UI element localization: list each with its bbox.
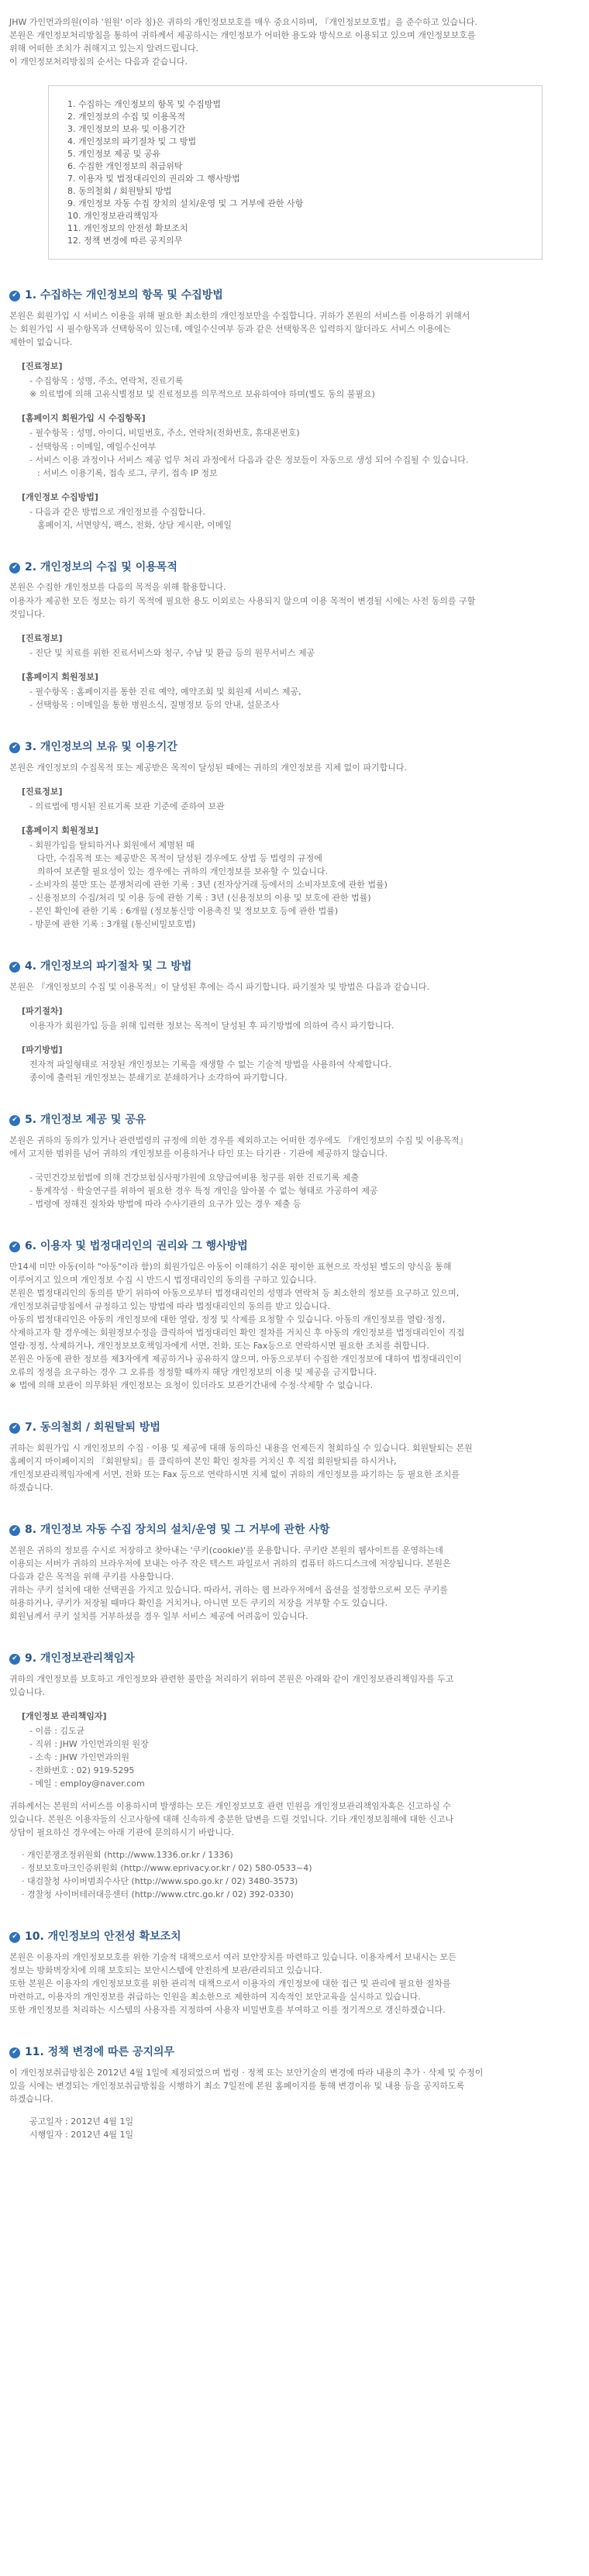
block-line: 종이에 출력된 개인정보는 분쇄기로 분쇄하거나 소각하여 파기합니다.	[29, 1072, 288, 1083]
section-body	[9, 761, 580, 774]
toc-item-12[interactable]: 12. 정책 변경에 따른 공지의무	[67, 235, 183, 246]
check-icon: ✔	[9, 2047, 20, 2058]
body-line: 귀하는 쿠키 설치에 대한 선택권을 가지고 있습니다. 따라서, 귀하는 웹 브라우저에서 옵션을 설정함으로써 모든 쿠키를	[9, 1584, 448, 1595]
block-line: 전자적 파일형태로 저장된 개인정보는 기록을 재생할 수 없는 기술적 방법을 사용하여 삭제합니다.	[29, 1059, 391, 1069]
section-8	[9, 1522, 580, 1623]
body-line: 이용자가 제공한 모든 정보는 하기 목적에 필요한 용도 이외로는 사용되지 않으며 이용 목적이 변경될 시에는 사전 동의를 구할	[9, 595, 476, 606]
body-line: 에서 고지한 범위를 넘어 귀하의 개인정보를 이용하거나 타인 또는 타기관 · 기관에 제공하지 않습니다.	[9, 1148, 388, 1159]
body-line: 마련하고, 이용자의 개인정보를 취급하는 인원을 최소한으로 제한하여 지속적인 보안교육을 실시하고 있습니다.	[9, 1992, 421, 2003]
section-body	[9, 1951, 580, 2016]
body-line: 귀하의 개인정보를 보호하고 개인정보와 관련한 불만을 처리하기 위하여 본원은 아래와 같이 개인정보관리책임자를 두고	[9, 1673, 454, 1684]
info-block	[9, 360, 580, 401]
body-line: 귀하는 회원가입 시 개인정보의 수집 · 이용 및 제공에 대해 동의하신 내용을 언제든지 철회하실 수 있습니다. 회원탈퇴는 본원	[9, 1442, 473, 1453]
body-line: 이루어지고 있으며 개인정보 수집 시 반드시 법정대리인의 동의를 구하고 있습니다.	[9, 1274, 317, 1285]
info-block	[9, 412, 580, 479]
dates-block	[9, 2115, 580, 2141]
block-title: [홈페이지 회원가입 시 수집항목]	[22, 413, 146, 424]
toc-item-9[interactable]: 9. 개인정보 자동 수집 장치의 설치/운영 및 그 거부에 관한 사항	[67, 198, 304, 208]
body-line: 본원은 아동에 관한 정보를 제3자에게 제공하거나 공유하지 않으며, 아동으로부터 수집한 개인정보에 대하여 법정대리인이	[9, 1353, 462, 1364]
body-line: 아동의 법정대리인은 아동의 개인정보에 대한 열람, 정정 및 삭제를 요청할 수 있습니다. 아동의 개인정보를 열람·정정,	[9, 1314, 446, 1324]
toc-item-6[interactable]: 6. 수집한 개인정보의 취급위탁	[67, 160, 183, 171]
block-line: - 방문에 관한 기록 : 3개월 (통신비밀보호법)	[29, 919, 196, 929]
block-line: - 수집항목 : 성명, 주소, 연락처, 진료기록	[29, 376, 184, 387]
body-line: 또한 본원은 이용자의 개인정보보호를 위한 관리적 대책으로서 이용자의 개인정보에 대한 접근 및 관리에 필요한 절차를	[9, 1978, 451, 1989]
block-title: [파기방법]	[22, 1044, 63, 1055]
block-title: [홈페이지 회원정보]	[22, 825, 98, 835]
toc-item-8[interactable]: 8. 동의철회 / 회원탈퇴 방법	[67, 185, 172, 196]
body-line: 제한이 없습니다.	[9, 337, 73, 348]
contact-item: · 대검찰청 사이버범죄수사단 (http://www.spo.go.kr / 02) 3480-3573)	[22, 1876, 298, 1887]
section-body	[9, 1134, 580, 1160]
body-line: 본원은 법정대리인의 동의를 받기 위하여 아동으로부터 법정대리인의 성명과 연락처 등 최소한의 정보를 요구하고 있으며,	[9, 1287, 460, 1298]
body-line: 개인정보관리책임자에게 서면, 전화 또는 Fax 등으로 연락하시면 지체 없이 귀하의 개인정보를 파기하는 등 필요한 조치를	[9, 1469, 460, 1479]
section-title: 4. 개인정보의 파기절차 및 그 방법	[25, 960, 192, 973]
section-5	[9, 1112, 580, 1211]
section-10	[9, 1929, 580, 2016]
body-line: 있습니다. 본원은 이용자들의 신고사항에 대해 신속하게 충분한 답변을 드릴 것입니다. 기타 개인정보침해에 대한 신고나	[9, 1814, 454, 1825]
block-line: - 선택항목 : 이메일, 예일수신여부	[29, 441, 157, 452]
body-line: 이 개인정보취급방침은 2012년 4월 1일에 제정되었으며 법령 · 정책 또는 보안기술의 변경에 따라 내용의 추가 · 삭제 및 수정이	[9, 2067, 484, 2078]
block-line: - 통계작성 · 학술연구를 위하여 필요한 경우 특정 개인을 알아볼 수 없는 형태로 가공하여 제공	[29, 1185, 378, 1196]
manager-email: - 메일 : employ@naver.com	[29, 1778, 145, 1789]
block-title: [진료정보]	[22, 632, 63, 643]
manager-name: - 이름 : 김도균	[29, 1725, 85, 1736]
check-icon: ✔	[9, 1654, 20, 1665]
toc-item-7[interactable]: 7. 이용자 및 법정대리인의 권리와 그 행사방법	[67, 173, 240, 184]
body-line: 본원은 수집한 개인정보를 다음의 목적을 위해 활용합니다.	[9, 582, 226, 593]
section-heading	[9, 739, 580, 756]
block-line: - 본인 확인에 관한 기록 : 6개월 (정보통신망 이용촉진 및 정보보호 등에 관한 법률)	[29, 905, 339, 916]
section-body	[9, 1672, 580, 1699]
body-line: 허용하거나, 쿠키가 저장될 때마다 확인을 거치거나, 아니면 모든 쿠키의 저장을 거부할 수도 있습니다.	[9, 1597, 388, 1608]
info-block	[9, 632, 580, 659]
block-title: [파기절차]	[22, 1005, 63, 1016]
body-line: 하겠습니다.	[9, 1482, 53, 1493]
body-line: 있을 시에는 변경되는 개인정보취급방침을 시행하기 최소 7일전에 본원 홈페이지를 통해 변경이유 및 내용 등을 공지하도록	[9, 2080, 465, 2091]
section-body	[9, 309, 580, 349]
body-line: 또한 개인정보를 처리하는 시스템의 사용자를 지정하여 사용자 비밀번호를 부여하고 이를 정기적으로 갱신하겠습니다.	[9, 2005, 446, 2016]
body-line: 본원은 귀하의 동의가 있거나 관련법령의 규정에 의한 경우를 제외하고는 어떠한 경우에도 『개인정보의 수집 및 이용목적』	[9, 1135, 468, 1145]
block-title: [진료정보]	[22, 786, 63, 797]
section-title: 7. 동의철회 / 회원탈퇴 방법	[25, 1421, 160, 1434]
block-line: - 국민건강보험법에 의해 건강보험심사평가원에 요양급여비용 청구를 위한 진료기록 제출	[29, 1172, 360, 1183]
section-body	[9, 2066, 580, 2106]
body-line: 본원은 이용자의 개인정보보호를 위한 기술적 대책으로서 여러 보안장치를 마련하고 있습니다. 이용자께서 보내시는 모든	[9, 1952, 456, 1963]
body-line: 만14세 미만 아동(이하 "아동"이라 함)의 회원가입은 아동이 이해하기 쉬운 평이한 표현으로 작성된 별도의 양식을 통해	[9, 1261, 452, 1272]
check-icon: ✔	[9, 1932, 20, 1943]
block-line: 의하여 보존할 필요성이 있는 경우에는 귀하의 개인정보를 보유할 수 있습니다.	[37, 866, 328, 876]
toc-item-5[interactable]: 5. 개인정보 제공 및 공유	[67, 148, 161, 159]
block-line: 다만, 수집목적 또는 제공받은 목적이 달성된 경우에도 상법 등 법령의 규정에	[37, 852, 322, 863]
info-block	[9, 1004, 580, 1032]
info-block	[9, 824, 580, 931]
contact-item: · 개인분쟁조정위원회 (http://www.1336.or.kr / 1336)	[22, 1850, 233, 1861]
block-title: [개인정보 수집방법]	[22, 491, 98, 502]
toc-item-11[interactable]: 11. 개인정보의 안전성 확보조치	[67, 222, 188, 233]
block-line: - 필수항목 : 성명, 아이디, 비밀번호, 주소, 연락처(전화번호, 휴대폰번호)	[29, 428, 300, 439]
block-line: 홈페이지, 서면양식, 팩스, 전화, 상담 게시판, 이메일	[37, 519, 232, 530]
body-line: 이용되는 서버가 귀하의 브라우저에 보내는 아주 작은 텍스트 파일로서 귀하의 컴퓨터 하드디스크에 저장됩니다. 본원은	[9, 1558, 451, 1569]
section-title: 10. 개인정보의 안전성 확보조치	[25, 1930, 181, 1944]
table-of-contents	[48, 85, 542, 260]
section-title: 1. 수집하는 개인정보의 항목 및 수집방법	[25, 289, 223, 302]
body-line: 오류의 정정을 요구하는 경우 그 오류를 정정할 때까지 해당 개인정보의 이용 및 제공을 금지합니다.	[9, 1367, 377, 1377]
body-line: 것입니다.	[9, 608, 46, 619]
block-line: : 서비스 이용기록, 접속 로그, 쿠키, 접속 IP 정보	[37, 467, 218, 478]
manager-phone: - 전화번호 : 02) 919-5295	[29, 1765, 135, 1775]
contact-item: · 정보보호마크인증위원회 (http://www.eprivacy.or.kr / 02) 580-0533~4)	[22, 1863, 312, 1874]
section-title: 9. 개인정보관리책임자	[25, 1651, 135, 1665]
body-line: 회원님께서 쿠키 설치를 거부하셨을 경우 일부 서비스 제공에 어려움이 있습니다.	[9, 1610, 308, 1621]
announce-date: 공고일자 : 2012년 4월 1일	[29, 2116, 134, 2127]
section-heading	[9, 2044, 580, 2061]
section-heading	[9, 1522, 580, 1539]
toc-item-4[interactable]: 4. 개인정보의 파기절차 및 그 방법	[67, 136, 197, 146]
block-line: - 다음과 같은 방법으로 개인정보를 수집합니다.	[29, 506, 205, 517]
intro-line: JHW 가인먼과의원(이하 '원원' 이라 칭)은 귀하의 개인정보보호를 매우 중요시하며, 『개인정보보호법』을 준수하고 있습니다.	[9, 17, 477, 27]
body-line: 개인정보취급방침에서 규정하고 있는 방법에 따라 법정대리인의 동의를 받고 있습니다.	[9, 1300, 331, 1311]
section-7	[9, 1420, 580, 1494]
body-line: 있습니다.	[9, 1686, 46, 1697]
section-title: 5. 개인정보 제공 및 공유	[25, 1114, 146, 1127]
section-heading	[9, 1929, 580, 1946]
block-line: - 필수항목 : 홈페이지를 통한 진료 예약, 예약조회 및 회원제 서비스 제공,	[29, 686, 301, 697]
check-icon: ✔	[9, 291, 20, 301]
toc-item-2[interactable]: 2. 개인정보의 수집 및 이용목적	[67, 112, 185, 122]
body-line: 정보는 방화벽장치에 의해 보호되는 보안시스템에 안전하게 보관/관리되고 있습니다.	[9, 1965, 322, 1976]
section-6	[9, 1238, 580, 1392]
check-icon: ✔	[9, 1525, 20, 1536]
block-title: [홈페이지 회원정보]	[22, 671, 98, 682]
section-3	[9, 739, 580, 931]
section-heading	[9, 1112, 580, 1129]
effective-date: 시행일자 : 2012년 4월 1일	[29, 2130, 134, 2140]
check-icon: ✔	[9, 563, 20, 573]
manager-position: - 직위 : JHW 가인먼과의원 원장	[29, 1738, 149, 1749]
check-icon: ✔	[9, 1423, 20, 1434]
section-body	[9, 1260, 580, 1392]
section-title: 6. 이용자 및 법정대리인의 권리와 그 행사방법	[25, 1239, 248, 1252]
intro-line: 위해 어떠한 조치가 취해지고 있는지 알려드립니다.	[9, 43, 199, 54]
block-line: - 법령에 정해진 절차와 방법에 따라 수사기관의 요구가 있는 경우 제출 등	[29, 1198, 301, 1209]
section-body	[9, 1441, 580, 1494]
body-line: 홈페이지 마이페이지의 『회원탈퇴』를 클릭하여 본인 확인 절차를 거치신 후 직접 회원탈퇴를 하시거나,	[9, 1455, 397, 1466]
toc-item-1[interactable]: 1. 수집하는 개인정보의 항목 및 수집방법	[67, 99, 221, 110]
section-body	[9, 1544, 580, 1623]
info-block	[9, 785, 580, 813]
section-body	[9, 580, 580, 620]
body-line: 본원은 개인정보의 수집목적 또는 제공받은 목적이 달성된 때에는 귀하의 개인정보를 지체 없이 파기합니다.	[9, 762, 407, 773]
body-line: ※ 법에 의해 보관이 의무화된 개인정보는 요청이 있더라도 보관기간내에 수정·삭제할 수 없습니다.	[9, 1380, 374, 1391]
check-icon: ✔	[9, 742, 20, 753]
section-title: 8. 개인정보 자동 수집 장치의 설치/운영 및 그 거부에 관한 사항	[25, 1523, 330, 1536]
check-icon: ✔	[9, 962, 20, 973]
toc-item-10[interactable]: 10. 개인정보관리책임자	[67, 210, 158, 221]
section-title: 2. 개인정보의 수집 및 이용목적	[25, 560, 177, 573]
section-body	[9, 980, 580, 994]
section-body	[9, 1799, 580, 1839]
block-line: - 진단 및 치료를 위한 진료서비스와 청구, 수납 및 환급 등의 원무서비스 제공	[29, 647, 315, 658]
block-line: - 회원가입을 탈퇴하거나 회원에서 제명된 때	[29, 839, 195, 850]
block-line: - 신용정보의 수집/처리 및 이용 등에 관한 기록 : 3년 (신용정보의 이용 및 보호에 관한 법률)	[29, 892, 371, 903]
body-line: 하겠습니다.	[9, 2094, 53, 2105]
check-icon: ✔	[9, 1115, 20, 1126]
block-line: - 서비스 이용 과정이나 서비스 제공 업무 처리 과정에서 다음과 같은 정보들이 자동으로 생성 되어 수집될 수 있습니다.	[29, 454, 469, 465]
section-heading	[9, 560, 580, 577]
block-line: 이용자가 회원가입 등을 위해 입력한 정보는 목적이 달성된 후 파기방법에 의하여 즉시 파기합니다.	[29, 1020, 394, 1031]
contact-item: · 경찰청 사이버테러대응센터 (http://www.ctrc.go.kr / 02) 392-0330)	[22, 1889, 294, 1900]
toc-item-3[interactable]: 3. 개인정보의 보유 및 이용기간	[67, 124, 185, 135]
body-line: 삭제하고자 할 경우에는 회원정보수정을 클릭하여 법정대리인 확인 절차를 거치신 후 아동의 개인정보를 법정대리인이 직접	[9, 1327, 465, 1338]
body-line: 본원은 회원가입 시 서비스 이용을 위해 필요한 최소한의 개인정보만을 수집합니다. 귀하가 본원의 서비스를 이용하기 위해서	[9, 311, 470, 322]
section-2	[9, 560, 580, 711]
info-block	[9, 1171, 580, 1211]
manager-block	[9, 1710, 580, 1790]
section-9	[9, 1651, 580, 1901]
body-line: 본원은 귀하의 정보를 수시로 저장하고 찾아내는 '쿠키(cookie)'를 운용합니다. 쿠키란 본원의 웹사이트를 운영하는데	[9, 1545, 443, 1555]
section-heading	[9, 1238, 580, 1255]
body-line: 본원은 『개인정보의 수집 및 이용목적』이 달성된 후에는 즉시 파기합니다. 파기절차 및 방법은 다음과 같습니다.	[9, 981, 429, 992]
intro-paragraph	[9, 15, 580, 68]
check-icon: ✔	[9, 1242, 20, 1252]
body-line: 열람·정정, 삭제하거나, 개인정보보호책임자에게 서면, 전화, 또는 Fax등으로 연락하시면 필요한 조치를 취합니다.	[9, 1340, 430, 1351]
section-title: 11. 정책 변경에 따른 공지의무	[25, 2046, 175, 2059]
section-heading	[9, 288, 580, 305]
block-line: ※ 의료법에 의해 고유식별정보 및 진료정보를 의무적으로 보유하여야 하며(별도 동의 불필요)	[29, 389, 375, 400]
contact-list	[9, 1848, 580, 1901]
block-title: [개인정보 관리책임자]	[22, 1710, 107, 1721]
body-line: 는 회원가입 시 필수항목과 선택항목이 있는데, 예일수신여부 등과 같은 선택항목은 입력하지 않더라도 서비스 이용에는	[9, 324, 451, 335]
section-heading	[9, 959, 580, 976]
block-line: - 선택항목 : 이메일을 통한 병원소식, 질병정보 등의 안내, 설문조사	[29, 699, 280, 710]
info-block	[9, 1043, 580, 1084]
block-line: - 의료법에 명시된 진료기록 보관 기준에 준하여 보관	[29, 801, 225, 811]
info-block	[9, 491, 580, 532]
section-heading	[9, 1420, 580, 1437]
manager-affiliation: - 소속 : JHW 가인먼과의원	[29, 1751, 130, 1762]
intro-line: 본원은 개인정보처리방침을 통하여 귀하께서 제공하시는 개인정보가 어떠한 용도와 방식으로 이용되고 있으며 개인정보보호를	[9, 30, 476, 41]
block-title: [진료정보]	[22, 361, 63, 372]
body-line: 상담이 필요하신 경우에는 아래 기관에 문의하시기 바랍니다.	[9, 1827, 235, 1838]
block-line: - 소비자의 불만 또는 분쟁처리에 관한 기록 : 3년 (전자상거래 등에서의 소비자보호에 관한 법률)	[29, 879, 388, 890]
info-block	[9, 670, 580, 711]
section-4	[9, 959, 580, 1084]
body-line: 귀하께서는 본원의 서비스를 이용하시며 발생하는 모든 개인정보보호 관련 민원을 개인정보관리책임자혹은 신고하실 수	[9, 1801, 451, 1811]
section-heading	[9, 1651, 580, 1668]
section-11	[9, 2044, 580, 2141]
section-1	[9, 288, 580, 531]
section-title: 3. 개인정보의 보유 및 이용기간	[25, 740, 177, 753]
intro-line: 이 개인정보처리방침의 순서는 다음과 같습니다.	[9, 57, 188, 67]
body-line: 다음과 같은 목적을 위해 쿠키를 사용합니다.	[9, 1571, 174, 1582]
